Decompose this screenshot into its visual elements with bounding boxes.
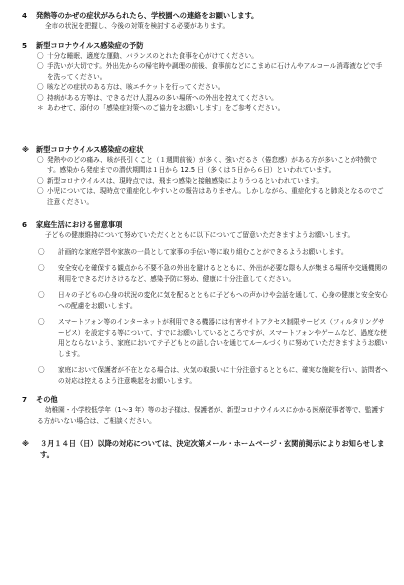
home-life-item: [22, 247, 388, 258]
list-mark: 〇: [37, 155, 44, 164]
section-4-heading: [22, 10, 388, 21]
list-item-text: 家庭において保護者が不在となる場合は、火気の取扱いに十分注意するとともに、確実な施錠を行い、訪問者への対応は控えるよう注意喚起をお願いします。: [58, 366, 388, 385]
section-4: [22, 10, 388, 32]
list-item-text: 咳などの症状のある方は、咳エチケットを行ってください。: [47, 83, 225, 91]
section-6: [22, 219, 388, 386]
list-item-text: 計画的な家庭学習や家族の一員として家事の手伝い等に取り組むことができるようお願いします。: [58, 247, 348, 256]
section-5-heading: [22, 40, 388, 51]
list-mark: 〇: [37, 83, 44, 91]
closing-note: [22, 438, 388, 460]
list-item-text: あわせて、添付の「感染症対策へのご協力をお願いします」をご参考ください。: [47, 104, 285, 112]
list-item-text: 発熱やのどの痛み、咳が長引くこと（１週間前後）が多く、強いだるさ（倦怠感）がある方が多いことが特徴です。感染から発症までの潜伏期間は１日から 12.5 日（多くは５日から６日）といわれています。: [47, 155, 377, 174]
list-item-text: 持病がある方等は、できるだけ人混みの多い場所への外出を控えてください。: [47, 93, 278, 102]
symptom-item: [22, 186, 388, 207]
section-number: 5: [22, 40, 28, 50]
section-7-heading: [22, 394, 388, 405]
list-mark: ＊: [37, 104, 44, 112]
symptom-item: [22, 155, 388, 176]
list-mark: 〇: [37, 187, 44, 195]
section-7-body: 幼稚園・小学校低学年（1～3 年）等のお子様は、保護者が、新型コロナウイルスにかかる医療従事者等で、監護する方がいない場合は、ご相談ください。: [37, 406, 385, 425]
section-symptoms: [22, 144, 388, 208]
prevention-item: [22, 93, 388, 104]
section-number: ※: [22, 144, 29, 154]
section-6-heading: [22, 219, 388, 230]
prevention-item: [22, 61, 388, 82]
list-item-text: 小児については、現時点で重症化しやすいとの報告はありません。しかしながら、重症化すると肺炎となるのでご注意ください。: [47, 187, 384, 206]
symptoms-heading: [22, 144, 388, 155]
home-life-list: [22, 247, 388, 387]
section-title: 新型コロナウイルス感染症の予防: [36, 40, 144, 50]
section-number: 6: [22, 220, 28, 229]
list-mark: 〇: [38, 291, 45, 299]
list-mark: 〇: [38, 366, 45, 374]
section-6-intro: 子どもの健康維持について努めていただくとともに以下についてご留意いただきますようお願いします。: [45, 231, 355, 239]
prevention-item: [22, 51, 388, 62]
prevention-list: [22, 51, 388, 114]
home-life-item: [22, 317, 388, 359]
home-life-item: [22, 290, 388, 311]
list-mark: 〇: [37, 51, 44, 60]
list-mark: 〇: [38, 247, 45, 256]
section-4-body: 全市の状況を把握し、今後の対策を検討する必要があります。: [45, 22, 230, 30]
home-life-item: [22, 263, 388, 284]
list-mark: 〇: [37, 62, 44, 70]
list-item-text: 手洗いが大切です。外出先からの帰宅時や調理の前後、食事前などにこまめに石けんやアルコール消毒液などで手を洗ってください。: [47, 62, 383, 81]
list-mark: 〇: [37, 176, 44, 185]
list-mark: 〇: [37, 93, 44, 102]
section-title: 新型コロナウイルス感染症の症状: [36, 144, 144, 154]
section-number: 7: [22, 395, 28, 404]
section-title: 発熱等のかぜの症状がみられたら、学校園への連絡をお願いします。: [36, 11, 259, 20]
document-page: [22, 10, 388, 460]
section-5: [22, 40, 388, 114]
section-7: [22, 394, 388, 426]
list-item-text: 十分な睡眠、適度な運動、バランスのとれた食事を心がけてください。: [47, 51, 258, 60]
list-mark: 〇: [38, 264, 45, 272]
section-title: 家庭生活における留意事項: [36, 220, 123, 229]
list-item-text: 新型コロナウイルスは、現時点では、飛まつ感染と接触感染によりうつるといわれています。: [47, 176, 324, 185]
note-mark: ※: [22, 439, 29, 448]
prevention-item: [22, 82, 388, 93]
note-text: ３月１４日（日）以降の対応については、決定次第メール・ホームページ・玄関前掲示によりお知らせします。: [40, 439, 385, 459]
symptom-item: [22, 176, 388, 187]
section-title: その他: [36, 395, 58, 404]
list-mark: 〇: [38, 318, 45, 326]
list-item-text: スマートフォン等のインターネットが利用できる機器には有害サイトアクセス制限サービス（フィルタリングサービス）を設定する等について、すでにお願いしているところですが、スマートフォンやゲームなど、過度な使用とならないよう、家庭においてテ子どもとの話し合いを通じてルールづくりに努めていただきますようお願いします。: [58, 318, 388, 358]
list-item-text: 日々の子どもの心身の状況の変化に気を配るとともに子どもへの声かけや会話を通して、心身の健康と安全安心への配慮をお願いします。: [58, 291, 388, 310]
home-life-item: [22, 365, 388, 386]
list-item-text: 安全安心を確保する観点から不要不急の外出を避けるとともに、外出が必要な際も人が集まる場所や交通機関の利用をできるだけさけるなど、感染予防に努め、健康に十分注意してください。: [58, 264, 388, 283]
prevention-item: [22, 103, 388, 114]
section-number: 4: [22, 11, 28, 20]
symptoms-list: [22, 155, 388, 208]
